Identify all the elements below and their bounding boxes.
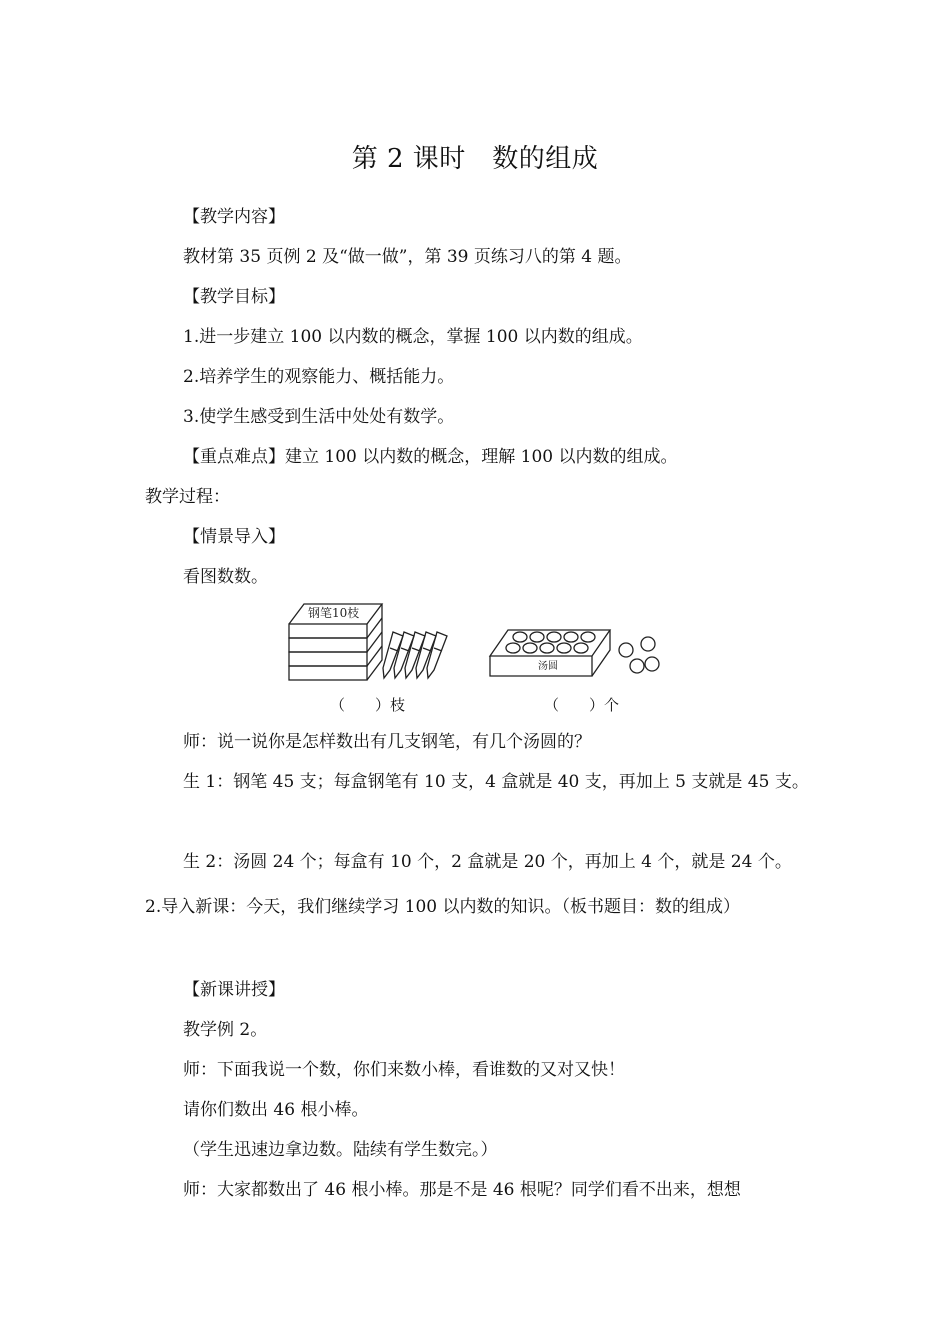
pen-box — [289, 638, 367, 652]
paragraph: 3.使学生感受到生活中处处有数学。 — [183, 407, 455, 427]
paragraph: 教学例 2。 — [183, 1020, 268, 1040]
section-heading-intro: 【情景导入】 — [183, 527, 285, 547]
pen-box — [289, 666, 367, 680]
paragraph: 1.进一步建立 100 以内数的概念，掌握 100 以内数的组成。 — [183, 327, 643, 347]
paragraph: 请你们数出 46 根小棒。 — [183, 1100, 369, 1120]
dumpling-count-caption: （ ）个 — [544, 696, 620, 714]
page-title: 第 2 课时 数的组成 — [351, 144, 599, 174]
dumpling-icon — [630, 659, 644, 673]
paragraph: 师：说一说你是怎样数出有几支钢笔，有几个汤圆的？ — [183, 732, 591, 752]
dumpling-icon — [641, 637, 655, 651]
section-heading-new-lesson: 【新课讲授】 — [183, 980, 285, 1000]
dumpling-tray-label: 汤圆 — [538, 661, 558, 672]
pen-box — [289, 624, 367, 638]
pen-box-label: 钢笔10枝 — [308, 606, 360, 620]
paragraph: 生 1：钢笔 45 支；每盒钢笔有 10 支，4 盒就是 40 支，再加上 5 支就是 45 支。 — [183, 772, 809, 792]
paragraph: 教学过程： — [145, 487, 230, 507]
section-heading-goals: 【教学目标】 — [183, 287, 285, 307]
paragraph: 看图数数。 — [183, 567, 268, 587]
section-heading-key-points: 【重点难点】建立 100 以内数的概念，理解 100 以内数的组成。 — [183, 447, 678, 467]
paragraph: 2.培养学生的观察能力、概括能力。 — [183, 367, 455, 387]
paragraph: 师：大家都数出了 46 根小棒。那是不是 46 根呢？同学们看不出来，想想 — [183, 1180, 741, 1200]
pen-count-caption: （ ）枝 — [330, 696, 406, 714]
paragraph: （学生迅速边拿边数。陆续有学生数完。） — [183, 1140, 498, 1160]
paragraph: 2.导入新课：今天，我们继续学习 100 以内数的知识。（板书题目：数的组成） — [145, 897, 740, 917]
paragraph: 教材第 35 页例 2 及“做一做”，第 39 页练习八的第 4 题。 — [183, 247, 632, 267]
dumpling-icon — [645, 657, 659, 671]
pen-box — [289, 652, 367, 666]
section-heading-content: 【教学内容】 — [183, 207, 285, 227]
pen-icon — [427, 632, 447, 678]
dumpling-icon — [619, 643, 633, 657]
paragraph: 生 2：汤圆 24 个；每盒有 10 个，2 盒就是 20 个，再加上 4 个，就是 24 个。 — [183, 852, 792, 872]
paragraph: 师：下面我说一个数，你们来数小棒，看谁数的又对又快！ — [183, 1060, 625, 1080]
